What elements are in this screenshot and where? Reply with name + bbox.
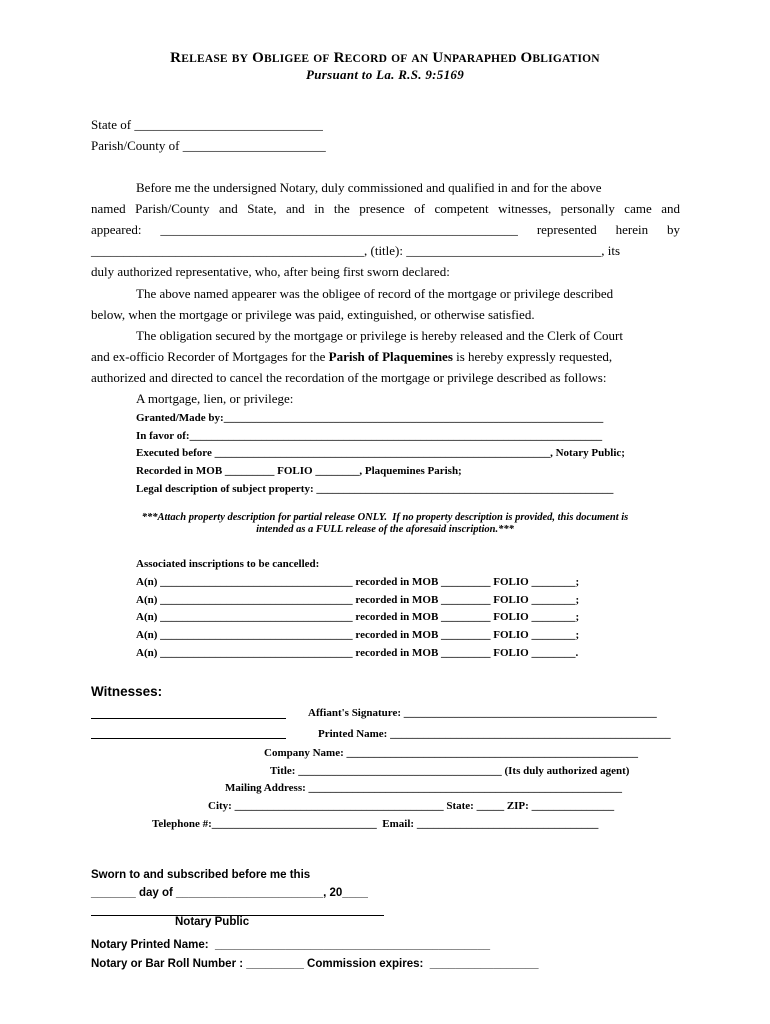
attach-note-line1: ***Attach property description for partial release ONLY. If no property description is provided, this document is bbox=[141, 512, 629, 523]
granted-by-field[interactable]: Granted/Made by:_____________________________________________________________________ bbox=[136, 412, 604, 424]
document-title: RELEASE BY OBLIGEE OF RECORD OF AN UNPARAPHED OBLIGATION bbox=[170, 50, 600, 66]
attach-note-line2: intended as a FULL release of the aforesaid inscription.*** bbox=[256, 524, 514, 535]
associated-row[interactable]: A(n) ___________________________________ recorded in MOB _________ FOLIO ________; bbox=[136, 629, 580, 641]
state-field[interactable]: State of _____________________________ bbox=[91, 117, 323, 132]
para1-line2: named Parish/County and State, and in the presence of competent witnesses, personally came and bbox=[91, 201, 680, 216]
sworn-date-field[interactable]: _______ day of _______________________, 20____ bbox=[91, 887, 368, 899]
para1-line4-representative-field[interactable]: __________________________________________, (title): ______________________________, its bbox=[91, 243, 621, 258]
para3-line1: The obligation secured by the mortgage or privilege is hereby released and the Clerk of Court bbox=[136, 328, 623, 343]
legal-description-field[interactable]: Legal description of subject property: ______________________________________________________ bbox=[136, 483, 614, 495]
associated-heading: Associated inscriptions to be cancelled: bbox=[136, 558, 320, 570]
associated-row[interactable]: A(n) ___________________________________ recorded in MOB _________ FOLIO ________; bbox=[136, 576, 580, 588]
witness-2-signature-line[interactable] bbox=[91, 738, 286, 739]
para3-line3: authorized and directed to cancel the recordation of the mortgage or privilege described as follows: bbox=[91, 370, 607, 385]
para2-line2: below, when the mortgage or privilege was paid, extinguished, or otherwise satisfied. bbox=[91, 307, 535, 322]
para1-line1: Before me the undersigned Notary, duly commissioned and qualified in and for the above bbox=[136, 180, 602, 195]
recorded-in-mob-field[interactable]: Recorded in MOB _________ FOLIO ________, Plaquemines Parish; bbox=[136, 465, 462, 477]
executed-before-field[interactable]: Executed before _____________________________________________________________, Notary Public; bbox=[136, 447, 625, 459]
associated-row[interactable]: A(n) ___________________________________ recorded in MOB _________ FOLIO ________; bbox=[136, 594, 580, 606]
telephone-email-field[interactable]: Telephone #:______________________________ Email: _________________________________ bbox=[152, 818, 599, 830]
affiant-signature-field[interactable]: Affiant's Signature: ______________________________________________ bbox=[308, 707, 657, 719]
notary-public-label: Notary Public bbox=[175, 916, 250, 928]
witnesses-label: Witnesses: bbox=[91, 684, 163, 699]
para3-line2: and ex-officio Recorder of Mortgages for the Parish of Plaquemines is hereby expressly requested, bbox=[91, 349, 613, 364]
parish-name: Parish of Plaquemines bbox=[328, 349, 453, 364]
sworn-statement: Sworn to and subscribed before me this bbox=[91, 869, 311, 881]
associated-row[interactable]: A(n) ___________________________________ recorded in MOB _________ FOLIO ________. bbox=[136, 647, 579, 659]
notary-printed-name-field[interactable]: Notary Printed Name: ___________________________________________ bbox=[91, 939, 490, 951]
mailing-address-field[interactable]: Mailing Address: _________________________________________________________ bbox=[225, 782, 623, 794]
witness-1-signature-line[interactable] bbox=[91, 718, 286, 719]
city-state-zip-field[interactable]: City: ______________________________________ State: _____ ZIP: _______________ bbox=[208, 800, 615, 812]
notary-roll-commission-field[interactable]: Notary or Bar Roll Number : _________ Commission expires: _________________ bbox=[91, 958, 539, 970]
parish-field[interactable]: Parish/County of ______________________ bbox=[91, 138, 326, 153]
in-favor-of-field[interactable]: In favor of:___________________________________________________________________________ bbox=[136, 430, 603, 442]
para1-line5: duly authorized representative, who, after being first sworn declared: bbox=[91, 264, 450, 279]
company-name-field[interactable]: Company Name: _____________________________________________________ bbox=[264, 747, 638, 759]
para2-line1: The above named appearer was the obligee of record of the mortgage or privilege described bbox=[136, 286, 614, 301]
appeared-field[interactable]: _______________________________________________________ bbox=[160, 222, 518, 237]
para1-line3: appeared: _______________________________________________________ represented herein by bbox=[91, 222, 680, 237]
affiant-title-field[interactable]: Title: _____________________________________ (Its duly authorized agent) bbox=[270, 765, 630, 777]
document-subtitle: Pursuant to La. R.S. 9:5169 bbox=[306, 67, 464, 82]
associated-row[interactable]: A(n) ___________________________________ recorded in MOB _________ FOLIO ________; bbox=[136, 611, 580, 623]
para3-line4: A mortgage, lien, or privilege: bbox=[136, 391, 294, 406]
printed-name-field[interactable]: Printed Name: ___________________________________________________ bbox=[318, 728, 671, 740]
